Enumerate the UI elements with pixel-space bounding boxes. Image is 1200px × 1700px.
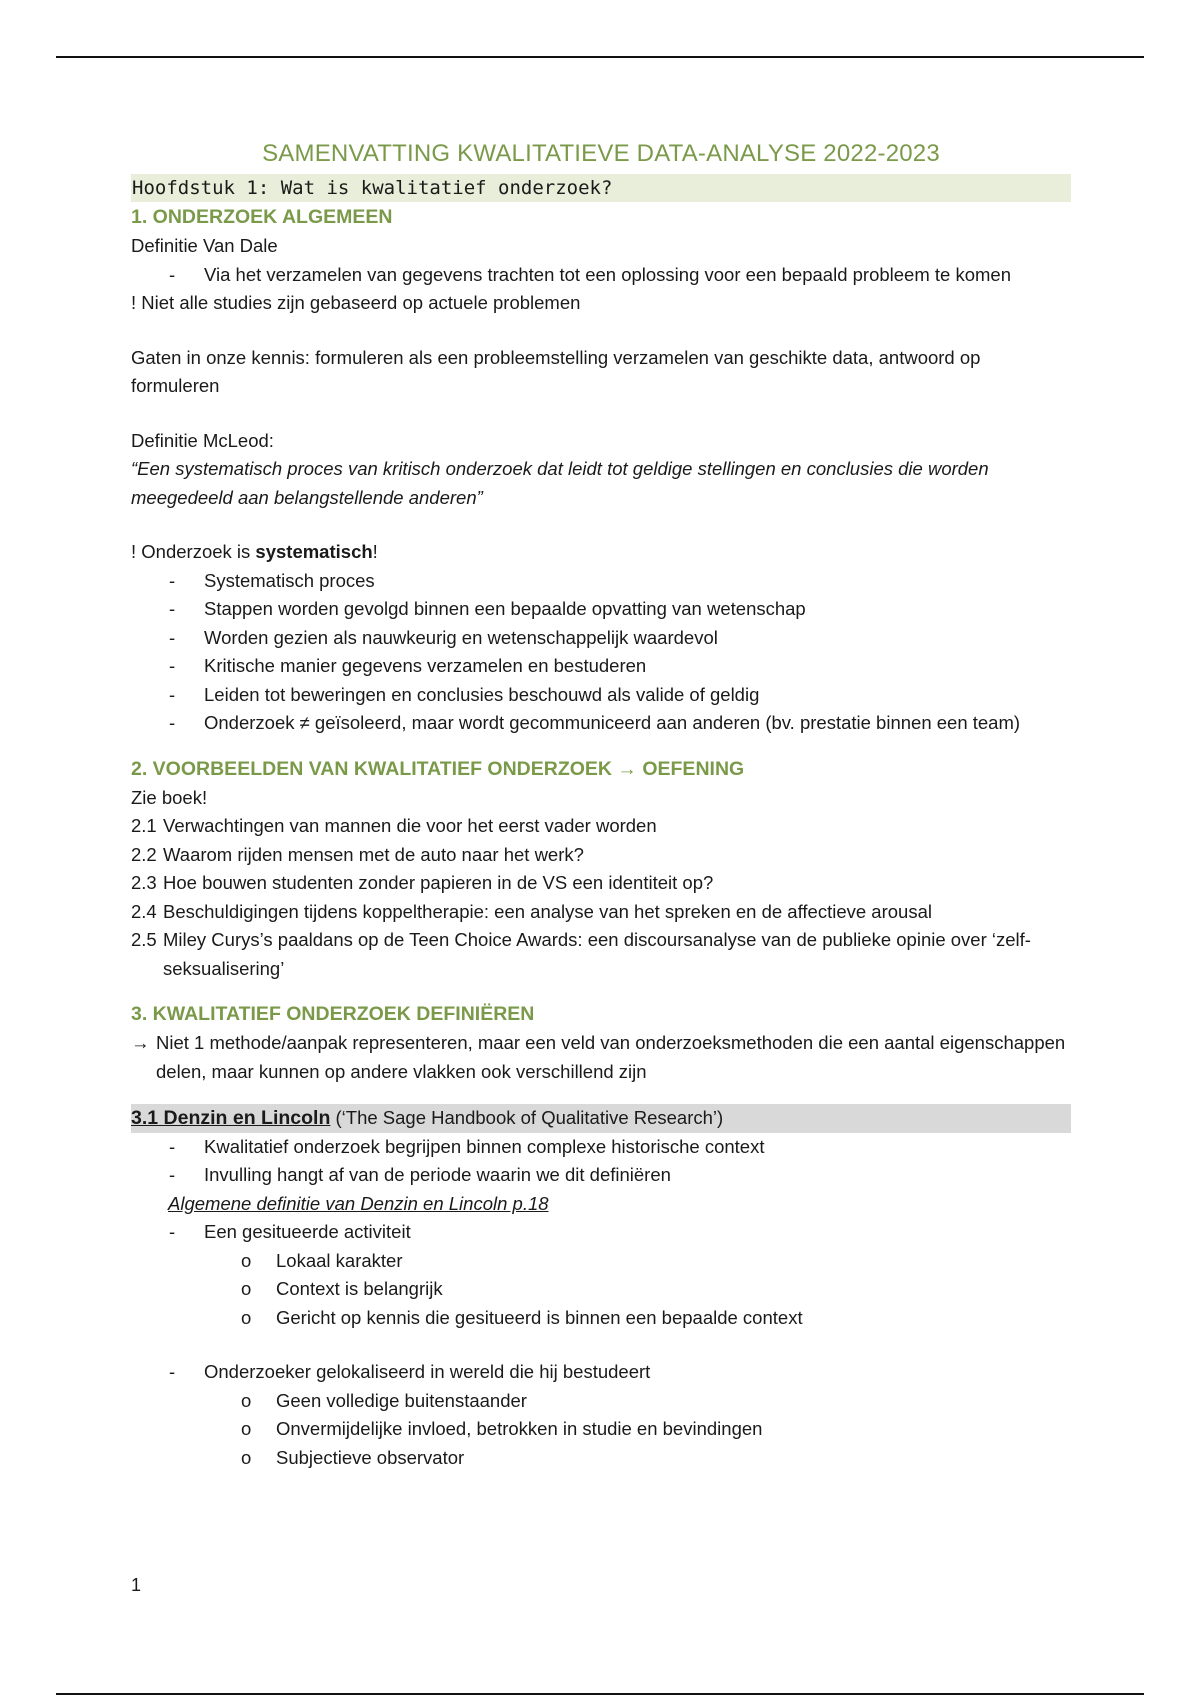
list-item: - Invulling hangt af van de periode waarin we dit definiëren bbox=[131, 1161, 1071, 1190]
document-title: SAMENVATTING KWALITATIEVE DATA-ANALYSE 2022-2023 bbox=[262, 140, 940, 167]
systematic-bold: systematisch bbox=[255, 541, 373, 562]
general-definition-label: Algemene definitie van Denzin en Lincoln p.18 bbox=[168, 1192, 549, 1214]
list-item: - Leiden tot beweringen en conclusies beschouwd als valide of geldig bbox=[131, 681, 1071, 710]
researcher-sublist bbox=[131, 1387, 1071, 1473]
list-item: - Systematisch proces bbox=[131, 567, 1071, 596]
example-item: 2.5 Miley Curys’s paaldans op de Teen Choice Awards: een discoursanalyse van de publieke opinie over ‘zelf-seksualisering’ bbox=[131, 929, 1031, 979]
situated-activity-sublist bbox=[131, 1247, 1071, 1333]
example-item: 2.3 Hoe bouwen studenten zonder papieren in de VS een identiteit op? bbox=[131, 872, 714, 893]
knowledge-gaps-text: Gaten in onze kennis: formuleren als een probleemstelling verzamelen van geschikte data, antwoord op formuleren bbox=[131, 346, 981, 396]
van-dale-list bbox=[131, 261, 1071, 290]
mcleod-quote: “Een systematisch proces van kritisch onderzoek dat leidt tot geldige stellingen en conclusies die worden meegedeeld aan belangstellende anderen” bbox=[131, 458, 989, 508]
list-item: - Kritische manier gegevens verzamelen en bestuderen bbox=[131, 652, 1071, 681]
note-actual-problems: ! Niet alle studies zijn gebaseerd op actuele problemen bbox=[131, 292, 581, 313]
list-item: - Stappen worden gevolgd binnen een bepaalde opvatting van wetenschap bbox=[131, 595, 1071, 624]
section-2-heading: 2. VOORBEELDEN VAN KWALITATIEF ONDERZOEK → OEFENING bbox=[131, 757, 745, 780]
list-item: - Een gesitueerde activiteit bbox=[131, 1218, 1071, 1247]
arrow-icon: → bbox=[131, 1032, 150, 1053]
situated-activity-list bbox=[131, 1218, 1071, 1247]
denzin-lincoln-list bbox=[131, 1133, 1071, 1190]
list-item: o Onvermijdelijke invloed, betrokken in studie en bevindingen bbox=[131, 1415, 1071, 1444]
researcher-list bbox=[131, 1358, 1071, 1387]
list-item: - Kwalitatief onderzoek begrijpen binnen complexe historische context bbox=[131, 1133, 1071, 1162]
section-1-heading: 1. ONDERZOEK ALGEMEEN bbox=[131, 206, 393, 228]
chapter-heading: Hoofdstuk 1: Wat is kwalitatief onderzoek? bbox=[131, 174, 1071, 202]
list-item: - Via het verzamelen van gegevens trachten tot een oplossing voor een bepaald probleem te komen bbox=[131, 261, 1071, 290]
see-book-text: Zie boek! bbox=[131, 786, 208, 808]
page-content bbox=[131, 136, 1071, 1472]
bottom-rule bbox=[56, 1693, 1144, 1695]
list-item: o Context is belangrijk bbox=[131, 1275, 1071, 1304]
example-item: 2.2 Waarom rijden mensen met de auto naar het werk? bbox=[131, 843, 584, 865]
definition-mcleod-label: Definitie McLeod: bbox=[131, 429, 274, 451]
example-item: 2.4 Beschuldigingen tijdens koppeltherapie: een analyse van het spreken en de affectieve arousal bbox=[131, 900, 932, 922]
list-item: - Onderzoeker gelokaliseerd in wereld die hij bestudeert bbox=[131, 1358, 1071, 1387]
top-rule bbox=[56, 56, 1144, 58]
list-item: o Geen volledige buitenstaander bbox=[131, 1387, 1071, 1416]
list-item: - Worden gezien als nauwkeurig en wetenschappelijk waardevol bbox=[131, 624, 1071, 653]
list-item: - Onderzoek ≠ geïsoleerd, maar wordt gecommuniceerd aan anderen (bv. prestatie binnen een team) bbox=[131, 709, 1071, 738]
page-number: 1 bbox=[131, 1575, 142, 1595]
section-3-heading: 3. KWALITATIEF ONDERZOEK DEFINIËREN bbox=[131, 1003, 535, 1025]
example-item: 2.1 Verwachtingen van mannen die voor het eerst vader worden bbox=[131, 815, 657, 836]
definition-arrow-text: → Niet 1 methode/aanpak representeren, maar een veld van onderzoeksmethoden die een aantal eigenschappen delen, maar kunnen op andere vlakken ook verschillend zijn bbox=[131, 1029, 1071, 1086]
list-item: o Gericht op kennis die gesitueerd is binnen een bepaalde context bbox=[131, 1304, 1071, 1333]
subsection-3-1-heading: 3.1 Denzin en Lincoln (‘The Sage Handbook of Qualitative Research’) bbox=[131, 1104, 1071, 1133]
systematic-list bbox=[131, 567, 1071, 738]
definition-van-dale-label: Definitie Van Dale bbox=[131, 235, 278, 256]
systematic-note: ! Onderzoek is systematisch! bbox=[131, 541, 378, 562]
list-item: o Subjectieve observator bbox=[131, 1444, 1071, 1473]
list-item: o Lokaal karakter bbox=[131, 1247, 1071, 1276]
